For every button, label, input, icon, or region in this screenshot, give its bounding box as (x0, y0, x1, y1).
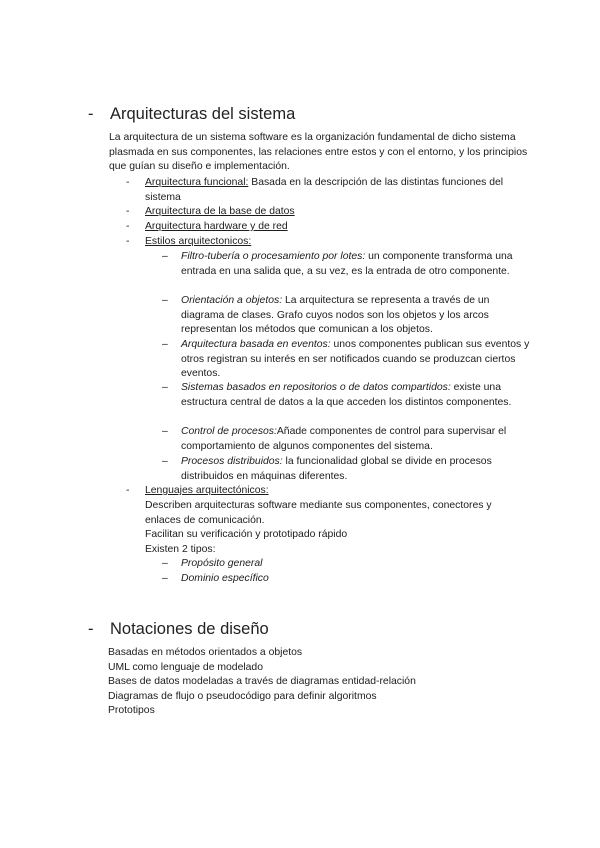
style-item-filtro-tuberia (162, 250, 531, 279)
style-item-label: Orientación a objetos: (181, 295, 283, 306)
sub-bullet: – (162, 295, 168, 306)
lenguajes-paragraph-2: Facilitan su verificación y prototipado rápido (145, 529, 348, 540)
list-bullet: - (126, 236, 130, 247)
section-heading-notaciones (88, 620, 269, 639)
heading-text: Notaciones de diseño (110, 620, 269, 638)
style-item-label: Sistemas basados en repositorios o de datos compartidos: (181, 382, 451, 393)
style-item-procesos-distribuidos (162, 455, 531, 484)
list-item-arquitectura-hardware (126, 220, 530, 235)
list-bullet: - (126, 485, 130, 496)
list-item-arquitectura-funcional (126, 176, 530, 205)
heading-bullet: - (88, 105, 94, 123)
list-item-label: Lenguajes arquitectónicos: (145, 485, 269, 496)
sub-bullet: – (162, 382, 168, 393)
style-item-control-procesos (162, 425, 531, 454)
notacion-line: Bases de datos modeladas a través de diagramas entidad-relación (108, 676, 416, 688)
sub-bullet: – (162, 573, 168, 584)
list-item-text: Basada en la descripción de las distintas funciones del sistema (145, 177, 504, 203)
style-item-label: Filtro-tubería o procesamiento por lotes: (181, 251, 366, 262)
style-item-label: Procesos distribuidos: (181, 456, 283, 467)
list-item-lenguajes (126, 484, 530, 499)
type-item-label: Dominio específico (181, 573, 269, 584)
lenguajes-paragraph-1: Describen arquitecturas software mediante sus componentes, conectores y enlaces de comunicación. (145, 500, 492, 526)
list-bullet: - (126, 177, 130, 188)
sub-bullet: – (162, 456, 168, 467)
style-item-text: unos componentes publican sus eventos y otros registran su interés en ser notificados cuando se produzcan ciertos eventos. (181, 339, 530, 380)
style-item-text: Añade componentes de control para supervisar el comportamiento de algunos componentes del sistema. (181, 426, 507, 452)
sub-bullet: – (162, 251, 168, 262)
heading-text: Arquitecturas del sistema (110, 105, 296, 123)
style-item-label: Control de procesos: (181, 426, 277, 437)
list-bullet: - (126, 221, 130, 232)
section-heading-arquitecturas (88, 105, 295, 124)
lenguajes-paragraph-3: Existen 2 tipos: (145, 544, 216, 555)
list-bullet: - (126, 206, 130, 217)
type-item-label: Propósito general (181, 558, 263, 569)
list-item-label: Arquitectura hardware y de red (145, 221, 288, 232)
style-item-eventos (162, 338, 531, 382)
style-item-orientacion-objetos (162, 294, 531, 338)
list-item-label: Estilos arquitectonicos: (145, 236, 252, 247)
notacion-line: Prototipos (108, 705, 155, 717)
list-item-label: Arquitectura de la base de datos (145, 206, 295, 217)
notacion-line: UML como lenguaje de modelado (108, 661, 263, 673)
list-item-label: Arquitectura funcional: (145, 177, 249, 188)
style-item-label: Arquitectura basada en eventos: (181, 339, 331, 350)
style-item-text: la funcionalidad global se divide en procesos distribuidos en máquinas diferentes. (181, 456, 492, 482)
list-item-arquitectura-base-datos (126, 205, 530, 220)
sub-bullet: – (162, 558, 168, 569)
list-item-estilos (126, 235, 530, 250)
sub-bullet: – (162, 426, 168, 437)
sub-bullet: – (162, 339, 168, 350)
notaciones-list (108, 646, 416, 719)
style-item-text: existe una estructura central de datos a la que acceden los distintos componentes. (181, 382, 512, 408)
style-item-repositorios (162, 381, 531, 410)
style-item-text: un componente transforma una entrada en una salida que, a su vez, es la entrada de otro componente. (181, 251, 513, 277)
notacion-line: Basadas en métodos orientados a objetos (108, 647, 303, 658)
notacion-line: Diagramas de flujo o pseudocódigo para definir algoritmos (108, 690, 377, 702)
heading-bullet: - (88, 620, 94, 638)
type-item-proposito-general (162, 557, 531, 572)
style-item-text: La arquitectura se representa a través de un diagrama de clases. Grafo cuyos nodos son los objetos y los arcos representan los métodos que comunican a los objetos. (181, 295, 490, 336)
intro-paragraph: La arquitectura de un sistema software es la organización fundamental de dicho sistema plasmada en sus componentes, las relaciones entre estos y con el entorno, y los principios que guían su diseño e implementación. (109, 132, 528, 173)
type-item-dominio-especifico (162, 572, 531, 587)
